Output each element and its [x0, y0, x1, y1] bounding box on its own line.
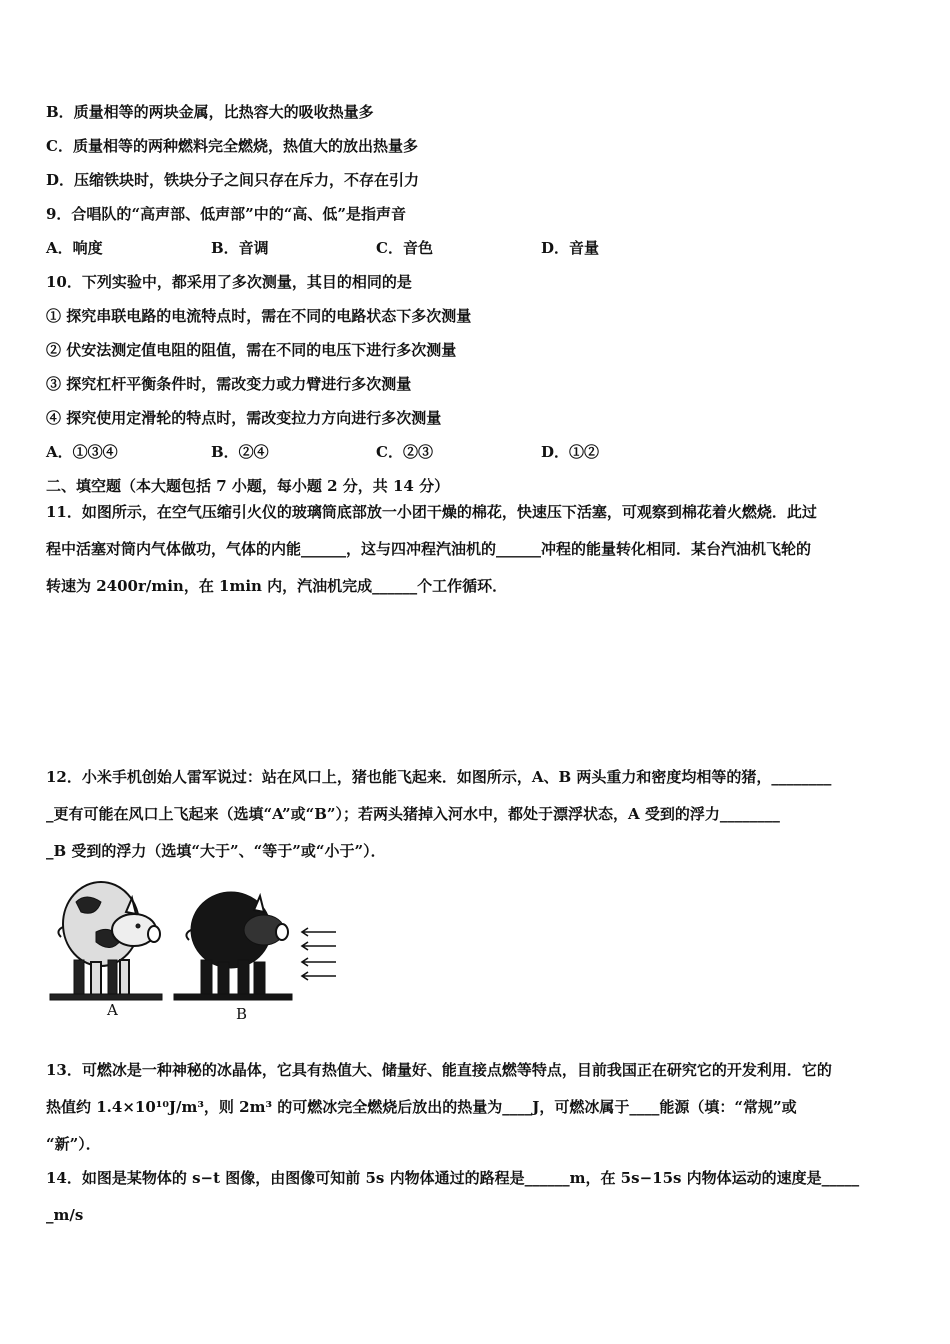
q13-line-2: 热值约 1.4×10¹⁰J/m³，则 2m³ 的可燃冰完全燃烧后放出的热量为____J，可燃冰属于____能源（填：“常规”或 — [46, 1098, 797, 1116]
q14-line-1: 14．如图是某物体的 s−t 图像，由图像可知前 5s 内物体通过的路程是______m，在 5s−15s 内物体运动的速度是_____ — [46, 1169, 860, 1187]
q8-option-c: C．质量相等的两种燃料完全燃烧，热值大的放出热量多 — [46, 137, 418, 155]
q9-stem: 9．合唱队的“高声部、低声部”中的“高、低”是指声音 — [46, 205, 406, 223]
pig-label-b: B — [236, 1005, 248, 1023]
q10-item-4: ④ 探究使用定滑轮的特点时，需改变拉力方向进行多次测量 — [46, 409, 442, 427]
q12-line-1: 12．小米手机创始人雷军说过：站在风口上，猪也能飞起来．如图所示，A、B 两头重力和密度均相等的猪，________ — [46, 768, 832, 786]
q9-option-c: C．音色 — [376, 239, 433, 257]
q10-item-1: ① 探究串联电路的电流特点时，需在不同的电路状态下多次测量 — [46, 307, 472, 325]
section-heading: 二、填空题（本大题包括 7 小题，每小题 2 分，共 14 分） — [46, 477, 450, 495]
q8-option-b: B．质量相等的两块金属，比热容大的吸收热量多 — [46, 103, 374, 121]
q10-option-d: D．①② — [541, 443, 600, 461]
q10-item-2: ② 伏安法测定值电阻的阻值，需在不同的电压下进行多次测量 — [46, 341, 457, 359]
pig-a-image — [50, 882, 162, 1000]
wind-arrows — [302, 928, 336, 980]
q13-line-3: “新”）． — [46, 1135, 101, 1153]
q9-option-b: B．音调 — [211, 239, 269, 257]
q9-option-a: A．响度 — [46, 239, 103, 257]
q10-option-b: B．②④ — [211, 443, 269, 461]
pig-b-image — [174, 892, 292, 1000]
q8-option-d: D．压缩铁块时，铁块分子之间只存在斥力，不存在引力 — [46, 171, 420, 189]
q11-line-2: 程中活塞对筒内气体做功，气体的内能______，这与四冲程汽油机的______冲程的能量转化相同．某台汽油机飞轮的 — [46, 540, 812, 558]
q14-line-2: _m/s — [46, 1206, 84, 1224]
q12-line-3: _B 受到的浮力（选填“大于”、“等于”或“小于”）． — [46, 842, 386, 860]
pig-figure — [46, 872, 346, 1028]
pig-label-a: A — [107, 1001, 118, 1019]
q11-line-1: 11．如图所示，在空气压缩引火仪的玻璃筒底部放一小团干燥的棉花，快速压下活塞，可观察到棉花着火燃烧．此过 — [46, 503, 817, 521]
q13-line-1: 13．可燃冰是一种神秘的冰晶体，它具有热值大、储量好、能直接点燃等特点，目前我国正在研究它的开发利用．它的 — [46, 1061, 832, 1079]
q11-line-3: 转速为 2400r/min，在 1min 内，汽油机完成______个工作循环． — [46, 577, 508, 595]
q10-stem: 10．下列实验中，都采用了多次测量，其目的相同的是 — [46, 273, 412, 291]
q12-line-2: _更有可能在风口上飞起来（选填“A”或“B”）；若两头猪掉入河水中，都处于漂浮状态，A 受到的浮力________ — [46, 805, 780, 823]
q10-option-a: A．①③④ — [46, 443, 118, 461]
q10-option-c: C．②③ — [376, 443, 433, 461]
q10-item-3: ③ 探究杠杆平衡条件时，需改变力或力臂进行多次测量 — [46, 375, 412, 393]
q9-option-d: D．音量 — [541, 239, 600, 257]
